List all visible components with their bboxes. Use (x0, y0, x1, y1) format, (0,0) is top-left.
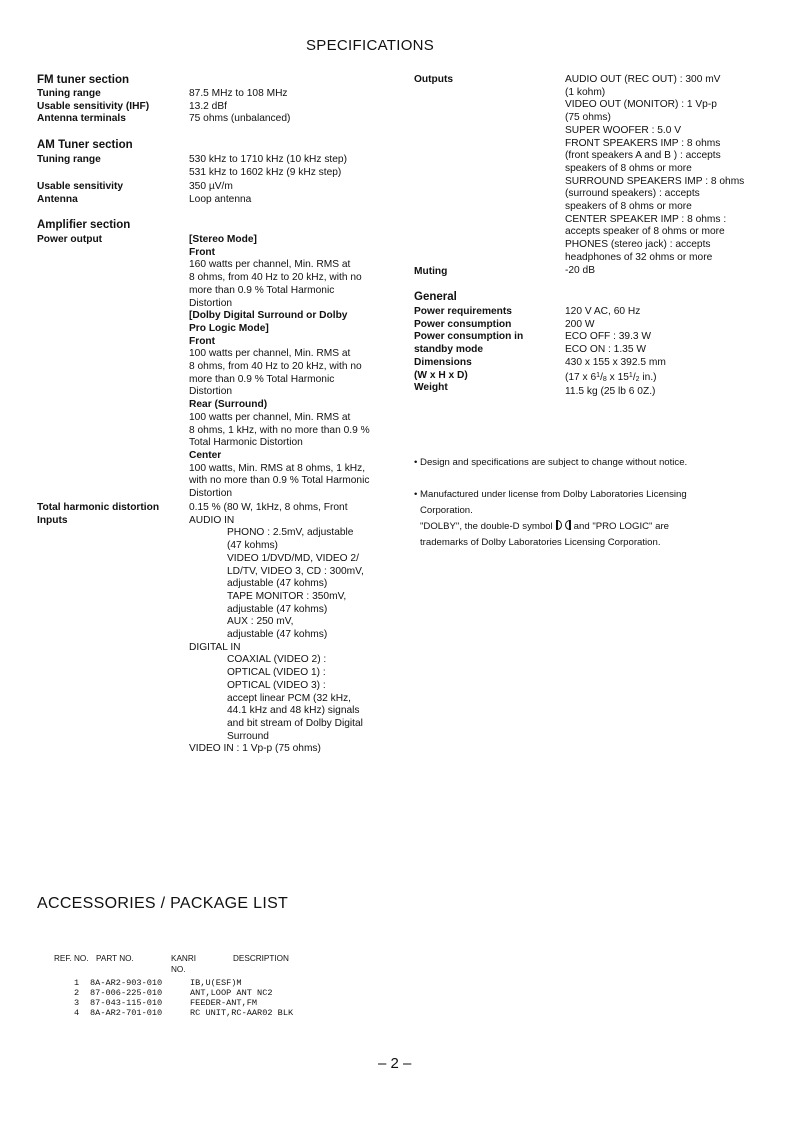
ref-no: 1 (74, 978, 80, 988)
accessory-desc: RC UNIT,RC-AAR02 BLK (190, 1008, 294, 1018)
weight-value: 11.5 kg (25 lb 6 0Z.) (565, 386, 656, 398)
output-line: (front speakers A and B ) : accepts (565, 150, 721, 162)
digital-in-line: accept linear PCM (32 kHz, (227, 692, 351, 704)
output-line: (75 ohms) (565, 112, 611, 124)
rear-line: 8 ohms, 1 kHz, with no more than 0.9 % (189, 424, 370, 436)
audio-in-line: adjustable (47 kohms) (227, 603, 328, 615)
whd-label: (W x H x D) (414, 369, 468, 381)
col-description: DESCRIPTION (233, 954, 289, 963)
accessory-desc: ANT,LOOP ANT NC2 (190, 988, 273, 998)
fm-sensitivity-label: Usable sensitivity (IHF) (37, 100, 150, 112)
power-requirements-label: Power requirements (414, 306, 512, 317)
digital-in-line: Surround (227, 730, 269, 742)
accessory-part: 87-043-115-010 (90, 998, 163, 1008)
fm-antenna-value: 75 ohms (unbalanced) (189, 113, 291, 125)
fm-labels (37, 88, 149, 126)
outputs-label: Outputs (414, 74, 454, 85)
power-consumption-label: Power consumption (414, 318, 512, 330)
power-output-values (189, 234, 370, 501)
dolby-front-line: 100 watts per channel, Min. RMS at (189, 348, 351, 360)
rear-line: 100 watts per channel, Min. RMS at (189, 411, 351, 423)
am-range-9k: 531 kHz to 1602 kHz (9 kHz step) (189, 166, 342, 178)
muting-label: Muting (414, 265, 448, 277)
am-tuning-range-label: Tuning range (37, 154, 101, 165)
am-labels (37, 181, 123, 206)
am-range-10k: 530 kHz to 1710 kHz (10 kHz step) (189, 154, 347, 165)
standby-value-eco-off: ECO OFF : 39.3 W (565, 331, 652, 343)
digital-in-line: COAXIAL (VIDEO 2) : (227, 654, 327, 666)
dolby-front-line: 8 ohms, from 40 Hz to 20 kHz, with no (189, 361, 362, 373)
accessory-part: 8A-AR2-701-010 (90, 1008, 163, 1018)
output-line: (surround speakers) : accepts (565, 188, 700, 200)
weight-label: Weight (414, 382, 448, 394)
digital-in-line: OPTICAL (VIDEO 1) : (227, 667, 326, 679)
fm-tuning-range-value: 87.5 MHz to 108 MHz (189, 88, 288, 99)
inputs-values (189, 502, 364, 756)
digital-in-line: 44.1 kHz and 48 kHz) signals (227, 705, 360, 717)
audio-in-line: adjustable (47 kohms) (227, 629, 328, 641)
fm-sensitivity-value: 13.2 dBf (189, 100, 227, 112)
page-number: – 2 – (378, 1055, 412, 1072)
muting-value: -20 dB (565, 264, 596, 276)
fm-values (189, 88, 290, 126)
ref-no: 4 (74, 1008, 80, 1018)
col-part-no: PART NO. (96, 954, 134, 963)
am-section-heading: AM Tuner section (37, 139, 133, 151)
general-labels (414, 306, 523, 395)
output-line: PHONES (stereo jack) : accepts (565, 239, 711, 251)
power-output-label: Power output (37, 234, 103, 245)
col-kanri: KANRI (171, 954, 197, 963)
general-values (565, 306, 666, 399)
dolby-mode-heading: Pro Logic Mode] (189, 322, 269, 334)
note-design-change: • Design and specifications are subject to change without notice. (414, 457, 688, 468)
center-line: Distortion (189, 488, 233, 500)
fm-antenna-label: Antenna terminals (37, 113, 126, 125)
output-line: AUDIO OUT (REC OUT) : 300 mV (565, 74, 721, 85)
note-dolby-line: Corporation. (420, 505, 473, 516)
digital-in-line: and bit stream of Dolby Digital (227, 717, 363, 729)
digital-in-heading: DIGITAL IN (189, 641, 241, 653)
audio-in-line: adjustable (47 kohms) (227, 578, 328, 590)
accessory-desc: IB,U(ESF)M (190, 978, 242, 988)
accessory-desc: FEEDER-ANT,FM (190, 998, 258, 1008)
audio-in-line: AUX : 250 mV, (227, 616, 294, 628)
fm-tuning-range-label: Tuning range (37, 88, 101, 99)
dolby-front-line: more than 0.9 % Total Harmonic (189, 373, 335, 385)
audio-in-line: (47 kohms) (227, 540, 278, 552)
general-section-heading: General (414, 291, 457, 303)
audio-in-heading: AUDIO IN (189, 514, 235, 526)
stereo-front-line: more than 0.9 % Total Harmonic (189, 284, 335, 296)
fm-section-heading: FM tuner section (37, 74, 130, 86)
note-dolby-license (414, 487, 687, 551)
stereo-front-line: 8 ohms, from 40 Hz to 20 kHz, with no (189, 272, 362, 284)
thd-value: 0.15 % (80 W, 1kHz, 8 ohms, Front (189, 502, 348, 513)
standby-label-cont: standby mode (414, 344, 484, 356)
output-line: VIDEO OUT (MONITOR) : 1 Vp-p (565, 99, 717, 111)
output-line: FRONT SPEAKERS IMP : 8 ohms (565, 137, 721, 149)
output-line: speakers of 8 ohms or more (565, 201, 692, 213)
stereo-front-heading: Front (189, 246, 216, 258)
amp-labels-lower (37, 502, 159, 527)
dimensions-value: 430 x 155 x 392.5 mm (565, 356, 666, 368)
output-line: SURROUND SPEAKERS IMP : 8 ohms (565, 175, 745, 187)
stereo-front-line: 160 watts per channel, Min. RMS at (189, 259, 351, 271)
col-ref-no: REF. NO. (54, 954, 89, 963)
output-line: (1 kohm) (565, 86, 606, 98)
dolby-mode-heading: [Dolby Digital Surround or Dolby (189, 310, 348, 322)
accessory-part: 87-006-225-010 (90, 988, 163, 998)
am-tuning-range-values (189, 154, 347, 179)
ref-no: 3 (74, 998, 80, 1008)
inputs-label: Inputs (37, 514, 68, 526)
am-antenna-label: Antenna (37, 193, 78, 205)
video-in-value: VIDEO IN : 1 Vp-p (75 ohms) (189, 743, 321, 755)
accessories-heading: ACCESSORIES / PACKAGE LIST (37, 895, 289, 912)
stereo-front-line: Distortion (189, 297, 233, 309)
rear-heading: Rear (Surround) (189, 399, 268, 411)
thd-label: Total harmonic distortion (37, 502, 160, 513)
output-line: SUPER WOOFER : 5.0 V (565, 124, 682, 136)
accessory-row (74, 1009, 79, 1019)
dimensions-inch-value: (17 x $6^1/8$ x $15^1/2$ in.) (565, 371, 657, 383)
power-requirements-value: 120 V AC, 60 Hz (565, 306, 641, 317)
digital-in-line: OPTICAL (VIDEO 3) : (227, 679, 326, 691)
stereo-mode-heading: [Stereo Mode] (189, 234, 257, 245)
am-sensitivity-label: Usable sensitivity (37, 181, 124, 192)
amp-section-heading: Amplifier section (37, 219, 131, 231)
page-title: SPECIFICATIONS (306, 37, 435, 54)
accessory-part: 8A-AR2-903-010 (90, 978, 163, 988)
output-line: headphones of 32 ohms or more (565, 251, 713, 263)
am-sensitivity-value: 350 µV/m (189, 181, 233, 192)
note-dolby-line: • Manufactured under license from Dolby Laboratories Licensing (414, 489, 687, 500)
ref-no: 2 (74, 988, 80, 998)
output-line: speakers of 8 ohms or more (565, 162, 692, 174)
power-consumption-value: 200 W (565, 318, 595, 330)
am-antenna-value: Loop antenna (189, 193, 252, 205)
am-values (189, 181, 251, 206)
audio-in-line: PHONO : 2.5mV, adjustable (227, 527, 354, 539)
audio-in-line: TAPE MONITOR : 350mV, (227, 590, 347, 602)
note-dolby-line: trademarks of Dolby Laboratories Licensing Corporation. (420, 537, 661, 548)
output-line: accepts speaker of 8 ohms or more (565, 226, 725, 238)
standby-value-eco-on: ECO ON : 1.35 W (565, 344, 646, 356)
audio-in-line: VIDEO 1/DVD/MD, VIDEO 2/ (227, 552, 359, 564)
center-line: 100 watts, Min. RMS at 8 ohms, 1 kHz, (189, 462, 366, 474)
dolby-double-d-icon (555, 520, 572, 530)
outputs-values (565, 74, 744, 277)
rear-line: Total Harmonic Distortion (189, 437, 303, 449)
standby-label: Power consumption in (414, 331, 524, 343)
audio-in-line: LD/TV, VIDEO 3, CD : 300mV, (227, 565, 364, 577)
dolby-front-line: Distortion (189, 386, 233, 398)
dolby-front-heading: Front (189, 335, 216, 347)
center-line: with no more than 0.9 % Total Harmonic (189, 475, 370, 487)
note-dolby-line: "DOLBY", the double-D symbol and "PRO LOGIC" are (420, 521, 669, 532)
dimensions-label: Dimensions (414, 356, 472, 368)
col-kanri-no: NO. (171, 965, 186, 974)
center-heading: Center (189, 449, 222, 461)
output-line: CENTER SPEAKER IMP : 8 ohms : (565, 213, 727, 225)
